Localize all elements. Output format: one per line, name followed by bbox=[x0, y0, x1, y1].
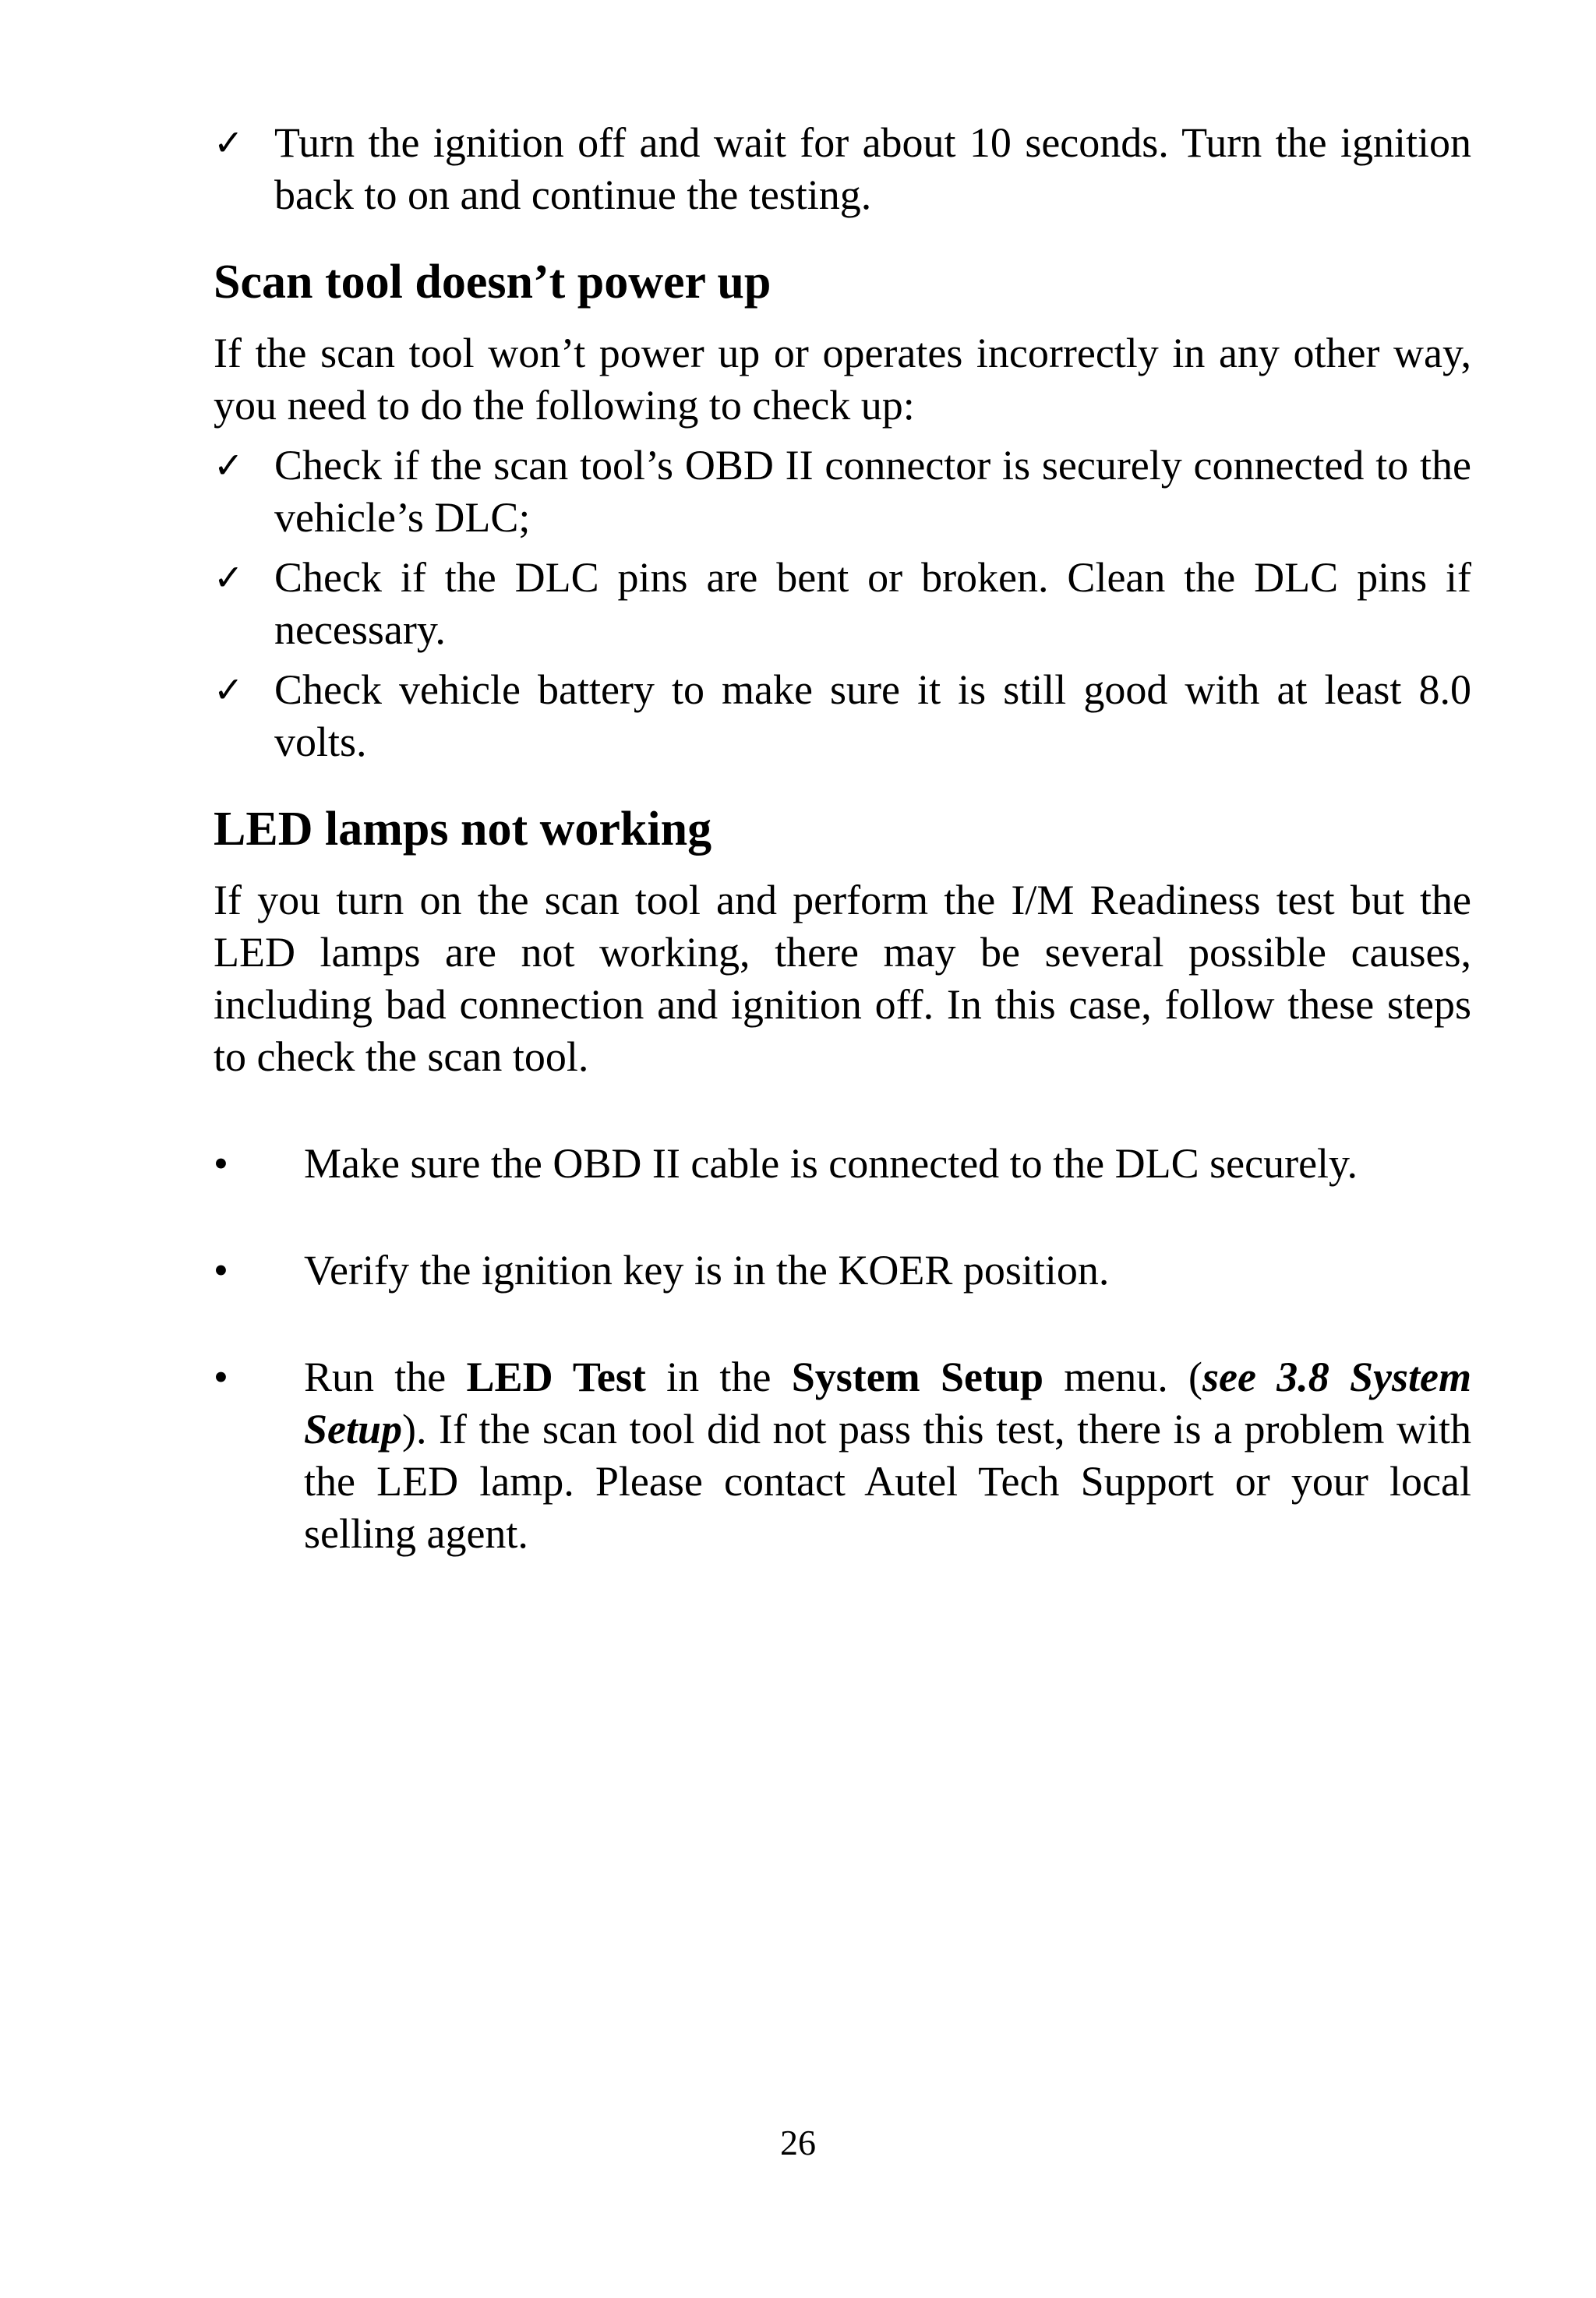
led-test-text-3: menu. ( bbox=[1043, 1354, 1202, 1400]
check-item-pins bbox=[214, 552, 1471, 656]
led-test-text-1: Run the bbox=[304, 1354, 467, 1400]
bullet-item-text: Verify the ignition key is in the KOER position. bbox=[304, 1247, 1110, 1294]
check-icon: ✓ bbox=[214, 669, 244, 711]
bullet-item-cable bbox=[214, 1138, 1471, 1190]
check-item-connector bbox=[214, 439, 1471, 544]
bullet-item-ignition-key bbox=[214, 1244, 1471, 1297]
bullet-item-text: Make sure the OBD II cable is connected to the DLC securely. bbox=[304, 1140, 1358, 1187]
bullet-icon: • bbox=[214, 1140, 228, 1187]
bullet-icon: • bbox=[214, 1354, 228, 1400]
check-item-text: Check if the scan tool’s OBD II connector is securely connected to the vehicle’s DLC; bbox=[274, 442, 1471, 541]
check-icon: ✓ bbox=[214, 444, 244, 486]
bullet-item-led-test bbox=[214, 1351, 1471, 1560]
check-item-text: Check vehicle battery to make sure it is still good with at least 8.0 volts. bbox=[274, 666, 1471, 765]
page-number: 26 bbox=[780, 2123, 816, 2162]
led-test-text-2: in the bbox=[645, 1354, 792, 1400]
check-item-text: Check if the DLC pins are bent or broken. Clean the DLC pins if necessary. bbox=[274, 554, 1471, 653]
power-up-intro: If the scan tool won’t power up or operates incorrectly in any other way, you need to do the following to check up: bbox=[214, 330, 1471, 429]
check-item-battery bbox=[214, 664, 1471, 768]
bullet-icon: • bbox=[214, 1247, 228, 1294]
check-item-text: Turn the ignition off and wait for about 10 seconds. Turn the ignition back to on and continue the testing. bbox=[274, 119, 1471, 218]
cross-reference: see 3.8 System Setup bbox=[304, 1354, 1471, 1453]
bullet-item-text bbox=[304, 1354, 1471, 1557]
page-content bbox=[214, 117, 1471, 1560]
check-icon: ✓ bbox=[214, 122, 244, 164]
led-test-label: LED Test bbox=[466, 1354, 646, 1400]
led-lamps-intro: If you turn on the scan tool and perform the I/M Readiness test but the LED lamps are not working, there may be several possible causes, including bad connection and ignition off. In this case, follow these steps to check the scan tool. bbox=[214, 877, 1471, 1080]
system-setup-label: System Setup bbox=[791, 1354, 1043, 1400]
check-item-ignition bbox=[214, 117, 1471, 221]
heading-power-up: Scan tool doesn’t power up bbox=[214, 256, 772, 309]
check-icon: ✓ bbox=[214, 556, 244, 598]
led-test-text-4: ). If the scan tool did not pass this test, there is a problem with the LED lamp. Please contact Autel Tech Support or your local selling agent. bbox=[304, 1406, 1471, 1557]
heading-led-lamps: LED lamps not working bbox=[214, 803, 712, 856]
